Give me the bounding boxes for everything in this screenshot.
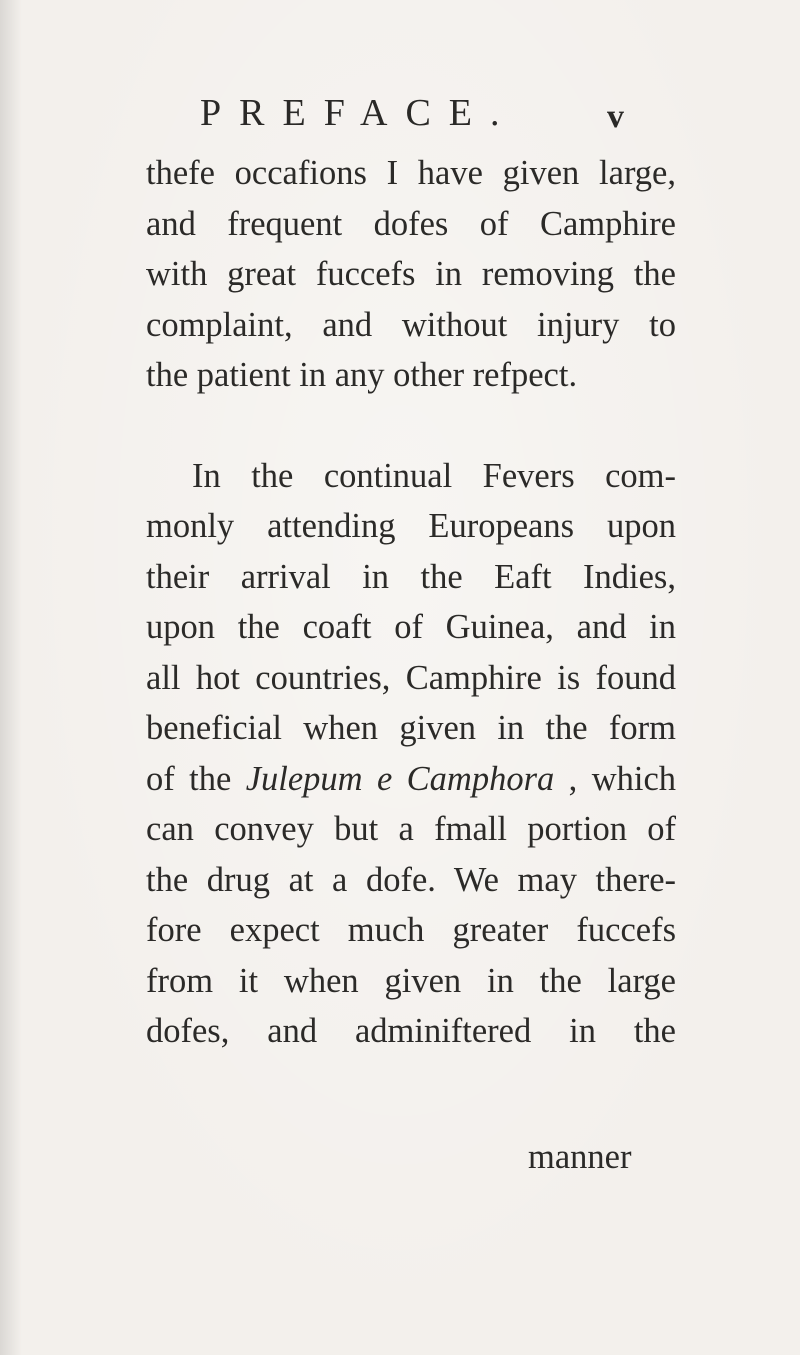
text-line: their arrival in the Eaft Indies, — [146, 557, 676, 596]
text-line: monly attending Europeans upon — [146, 507, 676, 545]
latin-title-italic: Julepum e Camphora — [245, 759, 555, 798]
page-header — [200, 88, 640, 138]
text-line: thefe occafions I have given large, — [146, 154, 676, 192]
text-line: all hot countries, Camphire is found — [146, 658, 676, 697]
text-line: with great fuccefs in removing the — [146, 255, 676, 293]
text-line: beneficial when given in the form — [146, 709, 676, 747]
page-gutter-shadow — [0, 0, 22, 1355]
text-line: the patient in any other refpect. — [146, 356, 578, 394]
text-line: and frequent dofes of Camphire — [146, 204, 676, 243]
catchword: manner — [528, 1138, 632, 1176]
text-fragment: of the — [146, 759, 246, 798]
text-line-with-italic — [146, 754, 676, 805]
text-line: from it when given in the large — [146, 961, 676, 1000]
text-line: In the continual Fevers com- — [192, 456, 676, 495]
text-line: can convey but a fmall portion of — [146, 810, 676, 848]
body-text — [146, 148, 676, 1057]
text-line: dofes, and adminiftered in the — [146, 1012, 676, 1050]
text-line: complaint, and without injury to — [146, 305, 676, 344]
text-line: fore expect much greater fuccefs — [146, 911, 676, 949]
running-head: PREFACE. — [200, 92, 518, 134]
page-number: v — [607, 98, 624, 135]
text-fragment: , which — [568, 759, 676, 798]
text-line: the drug at a dofe. We may there- — [146, 860, 676, 899]
paragraph-gap — [146, 401, 676, 451]
text-line: upon the coaft of Guinea, and in — [146, 608, 676, 646]
